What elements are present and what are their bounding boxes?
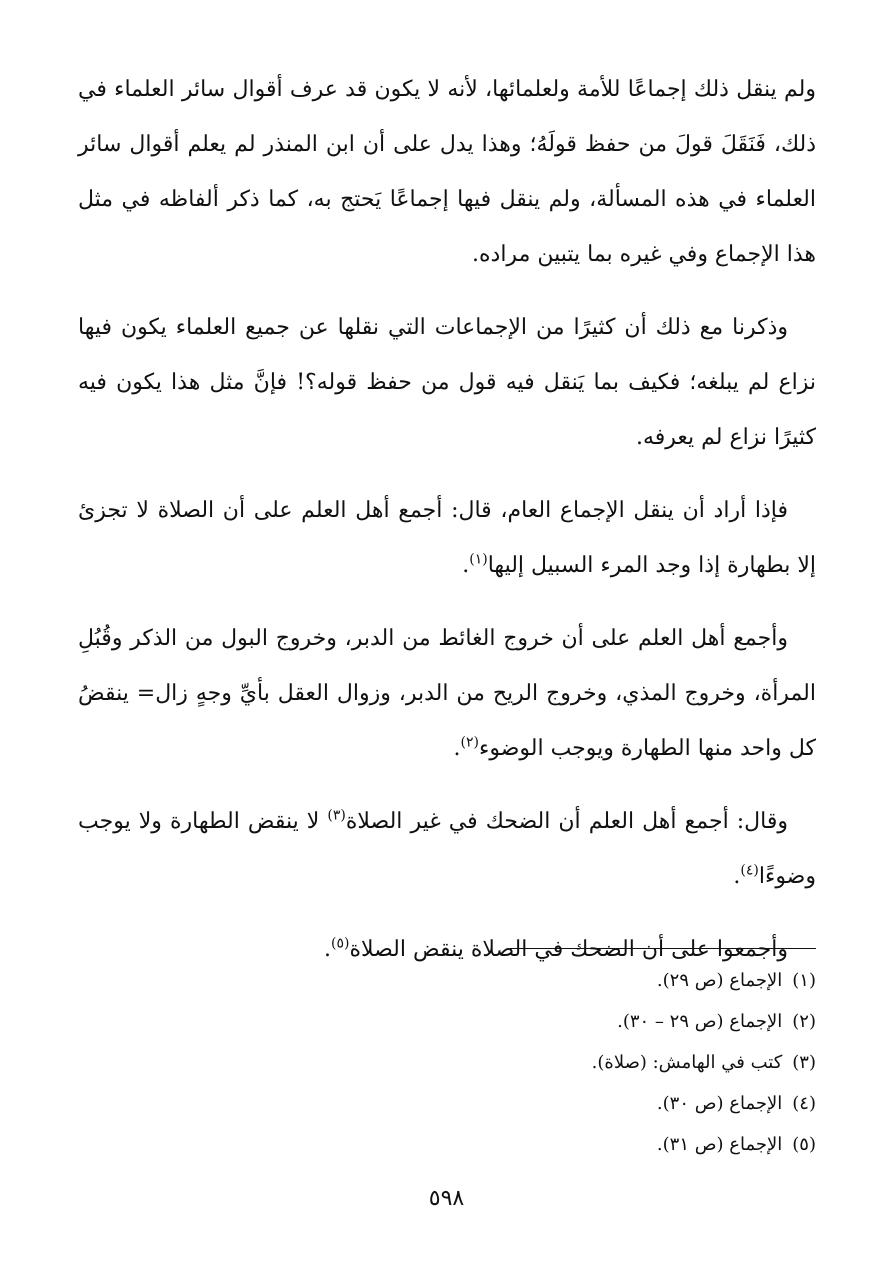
footnote-2 xyxy=(200,1001,816,1042)
footnote-4 xyxy=(200,1083,816,1124)
footnote-number: (١) xyxy=(792,970,816,991)
footnote-reference-1[interactable]: (١) xyxy=(469,551,488,568)
footnote-text: الإجماع (ص ٣٠). xyxy=(656,1093,783,1114)
paragraph-text: وقال: أجمع أهل العلم أن الضحك في غير الصلاة xyxy=(345,809,788,834)
footnote-1 xyxy=(200,960,816,1001)
footnote-divider xyxy=(510,948,816,949)
footnote-reference-5[interactable]: (٥) xyxy=(330,935,350,952)
footnote-number: (٣) xyxy=(792,1052,816,1073)
footnote-text: الإجماع (ص ٢٩ – ٣٠). xyxy=(617,1011,783,1032)
paragraph-text: وأجمع أهل العلم على أن خروج الغائط من الدبر، وخروج البول من الذكر وقُبُلِ المرأة، وخروج المذي، وخروج الريح من الدبر، وزوال العقل بأيِّ وجهٍ زال= ينقضُ كل واحد منها الطهارة ويوجب الوضوء xyxy=(78,626,816,761)
paragraph-text: فإذا أراد أن ينقل الإجماع العام، قال: أجمع أهل العلم على أن الصلاة لا تجزئ إلا بطهارة إذا وجد المرء السبيل إليها xyxy=(78,498,816,578)
footnote-text: الإجماع (ص ٣١). xyxy=(656,1134,783,1155)
paragraph-text: . xyxy=(323,937,331,962)
paragraph-text: وأجمعوا على أن الضحك في الصلاة ينقض الصلاة xyxy=(349,937,788,962)
footnote-text: كتب في الهامش: (صلاة). xyxy=(591,1052,783,1073)
footnote-reference-3[interactable]: (٣) xyxy=(327,807,346,824)
paragraph-text: . xyxy=(462,553,470,578)
paragraph-text: . xyxy=(733,864,741,889)
paragraph-text: وذكرنا مع ذلك أن كثيرًا من الإجماعات التي نقلها عن جميع العلماء يكون فيها نزاع لم يبلغه؛ فكيف بما يَنقل فيه قول من حفظ قوله؟! فإنَّ مثل هذا يكون فيه كثيرًا نزاع لم يعرفه. xyxy=(78,315,816,450)
footnote-number: (٥) xyxy=(792,1134,816,1155)
footnote-text: الإجماع (ص ٢٩). xyxy=(656,970,783,991)
footnote-number: (٤) xyxy=(792,1093,816,1114)
footnote-3 xyxy=(200,1042,816,1083)
paragraph-2 xyxy=(78,300,816,465)
footnote-number: (٢) xyxy=(792,1011,816,1032)
paragraph-text: . xyxy=(453,736,461,761)
footnotes-section xyxy=(200,960,816,1165)
paragraph-text: لا ينقض الطهارة ولا يوجب وضوءًا xyxy=(78,809,816,889)
paragraph-1 xyxy=(78,62,816,282)
body-text xyxy=(78,62,816,995)
paragraph-4 xyxy=(78,611,816,776)
footnote-5 xyxy=(200,1124,816,1165)
footnote-reference-2[interactable]: (٢) xyxy=(460,734,479,751)
paragraph-text: ولم ينقل ذلك إجماعًا للأمة ولعلمائها، لأنه لا يكون قد عرف أقوال سائر العلماء في ذلك، فَنَقَلَ قولَ من حفظ قولَهُ؛ وهذا يدل على أن ابن المنذر لم يعلم أقوال سائر العلماء في هذه المسألة، ولم ينقل فيها إجماعًا يَحتج به، كما ذكر ألفاظه في مثل هذا الإجماع وفي غيره بما يتبين مراده. xyxy=(78,77,816,267)
page-number: ٥٩٨ xyxy=(428,1186,465,1211)
paragraph-5 xyxy=(78,794,816,904)
paragraph-3 xyxy=(78,483,816,593)
footnote-reference-4[interactable]: (٤) xyxy=(740,862,759,879)
